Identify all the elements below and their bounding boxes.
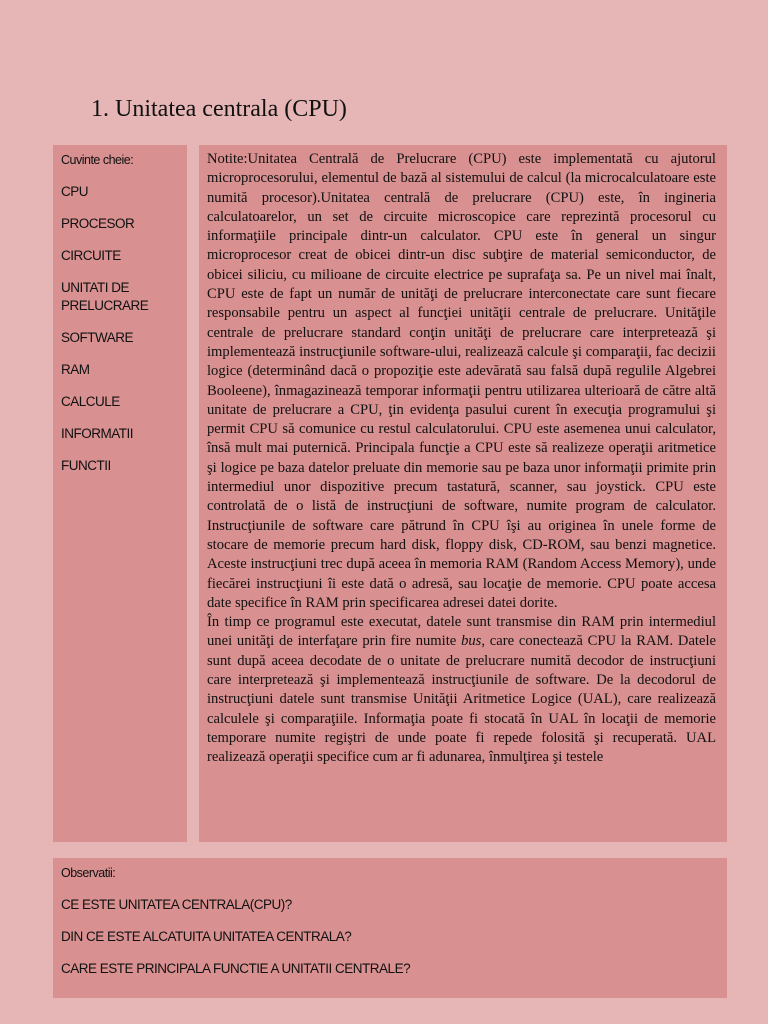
notes-text: , care conectează CPU la RAM. Datele sunt după aceea decodate de o unitate de prelucrare numită decodor de instrucţiuni care interpretează şi implementează instrucţiunile de software. De la decodorul de instrucţiuni datele sunt transmise Unităţii Aritmetice Logice (UAL), care realizează calculele şi comparaţiile. Informaţia poate fi stocată în UAL în locaţii de memorie temporare numite regiştri de unde poate fi repede folosită şi recuperată. UAL realizează operaţii specifice cum ar fi adunarea, înmulţirea şi testele [207, 633, 716, 766]
keyword-item: UNITATI DE PRELUCRARE [61, 280, 149, 313]
keywords-box [53, 145, 187, 842]
keyword-item: RAM [61, 362, 90, 377]
observations-box [53, 858, 727, 998]
keyword-item: CPU [61, 184, 89, 199]
keyword-item: CIRCUITE [61, 248, 121, 263]
notes-paragraph [207, 613, 716, 767]
keyword-item: FUNCTII [61, 458, 111, 473]
notes-text: În timp ce programul este executat, datele sunt transmise din RAM prin intermediul unei unităţi de interfaţare prin fire numite [207, 614, 716, 650]
keyword-item: SOFTWARE [61, 330, 133, 345]
keywords-heading: Cuvinte cheie: [61, 153, 134, 167]
notes-box [199, 145, 727, 842]
notes-paragraph: Notite:Unitatea Centrală de Prelucrare (CPU) este implementată cu ajutorul microprocesorului, elementul de bază al sistemului de calcul (la microcalculatoare este numită procesor).Unitatea centrală de prelucrare (CPU) este, în ingineria calculatoarelor, un set de circuite microscopice care reprezintă procesorul cu informaţiile principale dintr-un calculator. CPU este în general un singur microprocesor creat de obicei dintr-un disc subţire de material semiconductor, de obicei siliciu, cu milioane de circuite electrice pe suprafaţa sa. Pe un nivel mai înalt, CPU este de fapt un număr de unităţi de prelucrare interconectate care sunt fiecare responsabile pentru un aspect al funcţiei unităţii centrale de prelucrare. Unităţile centrale de prelucrare standard conţin unităţi de prelucrare care interpretează şi implementează instrucţiunile software-ului, realizează calcule şi comparaţii, fac decizii logice (determinând dacă o propoziţie este adevărată sau falsă după regulile Algebrei Booleene), înmagazinează temporar informaţii pentru utilizarea ulterioară de către altă unitate de prelucrare a CPU, ţin evidenţa pasului curent în execuţia programului şi permit CPU să comunice cu restul calculatorului. CPU este asemenea unui calculator, însă mult mai puternică. Principala funcţie a CPU este să realizeze operaţii aritmetice şi logice pe baza datelor preluate din memorie sau pe baza unor informaţii primite prin intermediul unor dispozitive precum tastatură, scanner, sau joystick. CPU este controlată de o listă de instrucţiuni de software, numite program de calculator. Instrucţiunile de software care pătrund în CPU îşi au originea în unele forme de stocare de memorie precum hard disk, floppy disk, CD-ROM, sau benzi magnetice. Aceste instrucţiuni trec după aceea în memoria RAM (Random Access Memory), unde fiecărei instrucţiuni îi este dată o adresă, sau locaţie de memorie. CPU poate accesa date specifice în RAM prin specificarea adresei datei dorite. [207, 151, 716, 611]
keyword-item: INFORMATII [61, 426, 133, 441]
observation-question: CE ESTE UNITATEA CENTRALA(CPU)? [61, 897, 292, 912]
page-title: 1. Unitatea centrala (CPU) [91, 96, 347, 122]
keyword-item: PROCESOR [61, 216, 135, 231]
observations-heading: Observatii: [61, 866, 116, 880]
observation-question: CARE ESTE PRINCIPALA FUNCTIE A UNITATII CENTRALE? [61, 961, 411, 976]
keyword-item: CALCULE [61, 394, 120, 409]
observation-question: DIN CE ESTE ALCATUITA UNITATEA CENTRALA? [61, 929, 352, 944]
notes-emphasis: bus [461, 633, 482, 650]
